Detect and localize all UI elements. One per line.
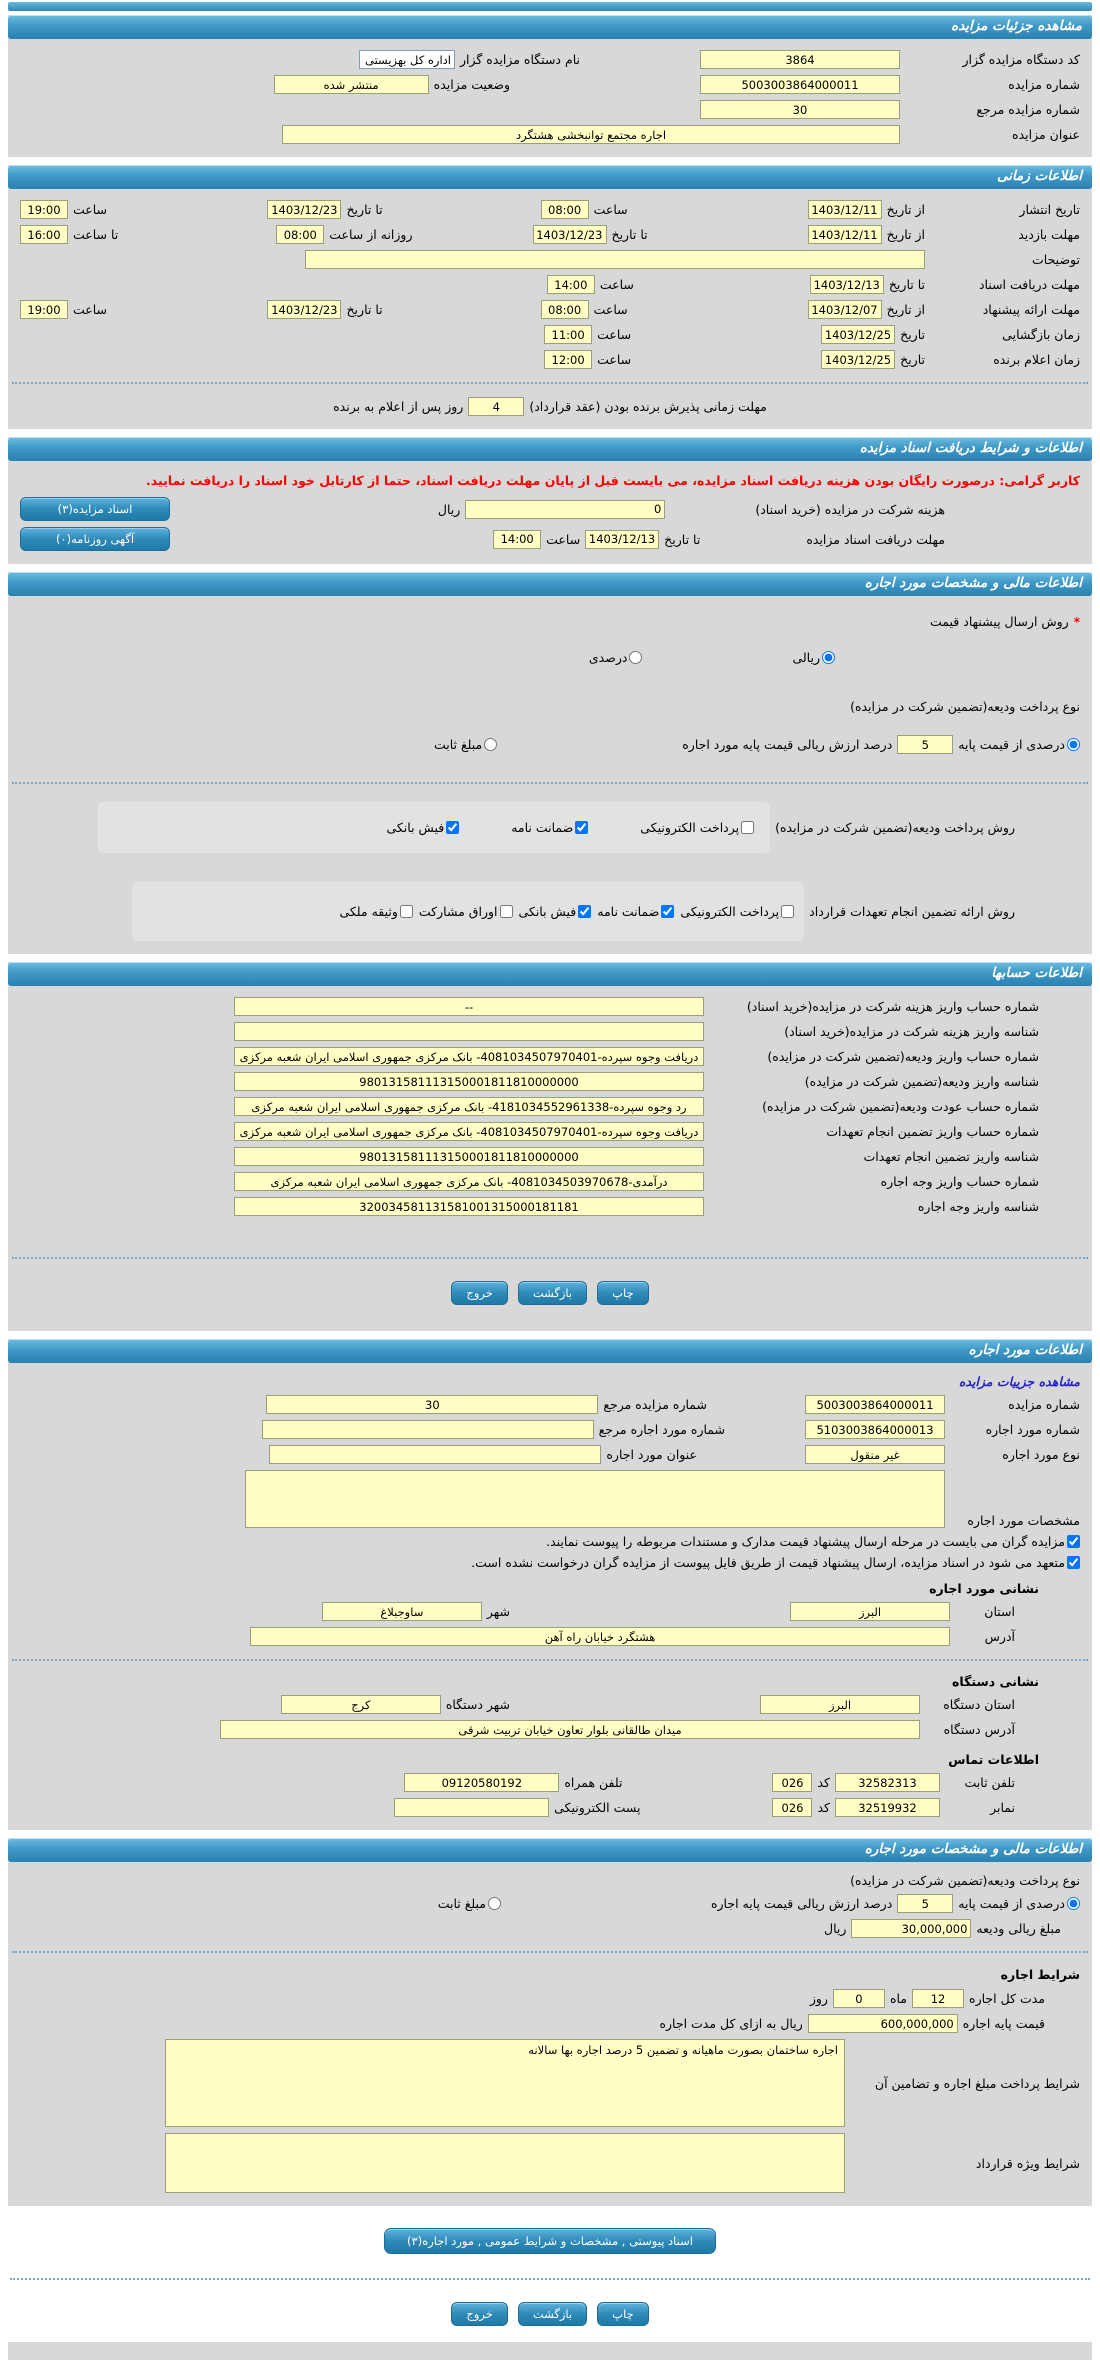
account-row-field[interactable] [234,1022,704,1041]
fax-area-code-field[interactable] [772,1798,812,1817]
item-address-title: نشانی مورد اجاره [929,1581,1039,1596]
row-accept-deadline [8,394,1092,419]
org-province-label: استان دستگاه [943,1697,1015,1712]
percent-radio[interactable] [629,651,642,664]
row-attach-confirm-2 [8,1552,1092,1573]
row-item-no-ref [8,1417,1092,1442]
account-row-field[interactable] [234,1072,704,1091]
offer-to-date-field[interactable] [267,300,341,319]
row-offer-deadline [8,297,1092,322]
electronic-payment-label: پرداخت الکترونیکی [680,904,780,919]
fixed-amount-radio[interactable] [488,1897,501,1910]
row-docs-deadline [8,524,1092,554]
offer-from-label: از تاریخ [886,302,925,317]
offer-hour1-label: ساعت [593,302,628,317]
winner-date-label: تاریخ [900,352,925,367]
account-row-field[interactable] [234,1147,704,1166]
item-type-field[interactable] [805,1445,945,1464]
row-docs-fee [8,494,1092,524]
account-row [8,1044,1092,1069]
docs-fee-label: هزینه شرکت در مزایده (خرید اسناد) [755,501,945,517]
deposit-amount-unit: ریال [824,1921,847,1936]
guarantee-letter-checkbox[interactable] [575,821,588,834]
lease-base-price-field[interactable] [808,2014,958,2033]
auctioneer-code-label: کد دستگاه مزایده گزار [962,52,1080,67]
auction-docs-button[interactable]: اسناد مزایده(۳) [20,497,170,521]
account-row [8,1119,1092,1144]
lease-days-field[interactable] [833,1989,885,2008]
price-method-label: روش ارسال پیشنهاد قیمت [930,614,1069,629]
account-row-label: شناسه واریز وجه اجاره [917,1199,1039,1214]
docs-fee-field[interactable] [465,500,665,519]
receive-docs-time-field[interactable] [547,275,595,294]
item-province-field[interactable] [790,1602,950,1621]
visit-from-date-field[interactable] [808,225,882,244]
special-terms-textarea[interactable] [165,2133,845,2193]
publish-date-label: تاریخ انتشار [1019,202,1080,217]
publish-from-label: از تاریخ [886,202,925,217]
attach-docs-required-label: مزایده گران می بایست در مرحله ارسال پیشنهاد قیمت مدارک و مستندات مربوطه را پیوست نمایند. [546,1534,1065,1549]
notes-field[interactable] [305,250,925,269]
section-header-docs-conditions: اطلاعات و شرایط دریافت اسناد مزایده [8,437,1092,461]
opening-time-label: زمان بازگشایی [1002,327,1080,342]
docs-deadline-time-field[interactable] [493,530,541,549]
row-price-method-options [8,632,1092,683]
percent-of-base-radio[interactable] [1067,1897,1080,1910]
visit-from-label: از تاریخ [886,227,925,242]
account-row-field[interactable] [234,1097,704,1116]
fixed-amount-radio[interactable] [484,738,497,751]
accept-deadline-label: مهلت زمانی پذیرش برنده بودن (عقد قرارداد) [529,399,767,414]
row-lease-duration [8,1986,1092,2011]
contact-info-title: اطلاعات تماس [948,1752,1039,1767]
account-row-field[interactable] [234,1197,704,1216]
electronic-payment-checkbox[interactable] [741,821,754,834]
fixed-amount-label: مبلغ ثابت [437,1896,486,1911]
guarantee-letter-label: ضمانت نامه [597,904,660,919]
percent-radio-label: درصدی [588,650,628,665]
account-row-label: شماره حساب عودت ودیعه(تضمین شرکت در مزایده) [762,1099,1039,1114]
winner-hour-label: ساعت [597,352,632,367]
account-row-field[interactable] [234,1122,704,1141]
accept-deadline-days-field[interactable] [468,397,524,416]
item-number-field[interactable] [805,1420,945,1439]
auction-status-field[interactable] [274,75,429,94]
account-row [8,994,1092,1019]
auctioneer-name-label: نام دستگاه مزایده گزار [459,52,580,67]
receive-docs-hour-label: ساعت [599,277,634,292]
electronic-payment-label: پرداخت الکترونیکی [640,820,740,835]
item-type-label: نوع مورد اجاره [1002,1447,1080,1462]
participation-bonds-checkbox[interactable] [500,905,513,918]
attach-docs-required-checkbox[interactable] [1067,1535,1080,1548]
row-deposit-amount [8,1916,1092,1941]
bottom-action-buttons-row [6,2290,1094,2342]
electronic-payment-checkbox[interactable] [781,905,794,918]
percent-of-base-radio[interactable] [1067,738,1080,751]
offer-from-date-field[interactable] [808,300,882,319]
auction-number-field[interactable] [805,1395,945,1414]
auction-details-page [6,2,1094,2360]
back-button[interactable]: بازگشت [518,2302,587,2326]
required-asterisk: * [1073,614,1080,629]
org-province-field[interactable] [760,1695,920,1714]
row-deposit-type-label-2 [8,1870,1092,1891]
visit-daily-time-field[interactable] [276,225,324,244]
item-specs-label: مشخصات مورد اجاره [967,1513,1080,1528]
item-ref-label: شماره مورد اجاره مرجع [598,1422,725,1437]
row-special-terms [8,2130,1092,2196]
receive-docs-label: مهلت دریافت اسناد [978,277,1080,292]
section-header-financial-2: اطلاعات مالی و مشخصات مورد اجاره [8,1838,1092,1862]
reference-number-label: شماره مزایده مرجع [976,102,1080,117]
percent-of-base-label: درصدی از قیمت پایه [958,737,1065,752]
email-field[interactable] [394,1798,549,1817]
row-contract-guarantee-method [8,856,1092,944]
row-item-type-title [8,1442,1092,1467]
bank-receipt-label: فیش بانکی [386,820,445,835]
org-address-title: نشانی دستگاه [952,1674,1039,1689]
row-deposit-type-label [8,683,1092,717]
print-button[interactable]: چاپ [597,2302,648,2326]
row-price-method-label [8,604,1092,632]
auction-number-label: شماره مزایده [1008,77,1080,92]
account-row-label: شناسه واریز تضمین انجام تعهدات [863,1149,1039,1164]
offer-hour2-label: ساعت [73,302,108,317]
receive-docs-to-label: تا تاریخ [888,277,925,292]
percent-of-base-value-field[interactable] [897,735,953,754]
lease-days-unit: روز [809,1991,828,2006]
account-row [8,1169,1092,1194]
account-row-label: شماره حساب واریز تضمین انجام تعهدات [826,1124,1039,1139]
auctioneer-code-field[interactable] [700,50,900,69]
account-row-label: شناسه واریز هزینه شرکت در مزایده(خرید اسناد) [784,1024,1039,1039]
auctioneer-name-field[interactable] [359,50,455,69]
account-row [8,1094,1092,1119]
section-header-financial-1: اطلاعات مالی و مشخصات مورد اجاره [8,572,1092,596]
percent-of-base-suffix: درصد ارزش ریالی قیمت پایه مورد اجاره [682,737,893,752]
section-header-timing: اطلاعات زمانی [8,165,1092,189]
top-blue-bar [8,2,1092,11]
row-deposit-pay-method [8,794,1092,856]
deposit-type-label: نوع پرداخت ودیعه(تضمین شرکت در مزایده) [850,1873,1080,1888]
percent-of-base-suffix: درصد ارزش ریالی قیمت پایه اجاره [710,1896,893,1911]
row-receive-docs-deadline [8,272,1092,297]
reference-number-field[interactable] [700,100,900,119]
guarantee-letter-checkbox[interactable] [661,905,674,918]
percent-of-base-value-field[interactable] [897,1894,953,1913]
area-code-label: کد [817,1775,830,1790]
opening-date-label: تاریخ [900,327,925,342]
payment-terms-label: شرایط پرداخت مبلغ اجاره و تضامین آن [874,2075,1080,2091]
lease-base-price-suffix: ریال به ازای کل مدت اجاره [659,2016,803,2031]
fax-label: نمابر [990,1800,1015,1815]
section-financial-2 [8,1838,1092,2206]
row-code-org [8,47,1092,72]
row-ref-number [8,97,1092,122]
publish-to-time-field[interactable] [20,200,68,219]
row-item-address-title [8,1573,1092,1599]
offer-from-time-field[interactable] [541,300,589,319]
visit-deadline-label: مهلت بازدید [1018,227,1080,242]
mobile-label: تلفن همراه [564,1775,623,1790]
section-header-accounts: اطلاعات حسابها [8,962,1092,986]
docs-fee-unit: ریال [437,501,461,517]
winner-time-label: زمان اعلام برنده [993,352,1080,367]
visit-until-label: تا ساعت [73,227,119,242]
auction-title-label: عنوان مزایده [1012,127,1080,142]
deposit-pay-method-label: روش پرداخت ودیعه(تضمین شرکت در مزایده) [775,820,1015,835]
phone-label: تلفن ثابت [964,1775,1015,1790]
dotted-divider [12,1659,1088,1661]
row-contact-title [8,1742,1092,1770]
rial-radio-label: ریالی [792,650,820,665]
lease-months-field[interactable] [912,1989,964,2008]
org-city-label: شهر دستگاه [445,1697,510,1712]
row-org-province-city [8,1692,1092,1717]
org-city-field[interactable] [281,1695,441,1714]
row-deposit-type-options [8,717,1092,772]
publish-hour2-label: ساعت [73,202,108,217]
accept-deadline-suffix: روز پس از اعلام به برنده [333,399,464,414]
docs-deadline-label: مهلت دریافت اسناد مزایده [806,531,945,547]
area-code-label: کد [817,1800,830,1815]
rial-radio[interactable] [822,651,835,664]
row-item-province-city [8,1599,1092,1624]
back-button[interactable]: بازگشت [518,1281,587,1305]
row-item-address [8,1624,1092,1649]
row-winner-announce-time [8,347,1092,372]
account-row-field[interactable] [234,1172,704,1191]
dotted-divider [10,2278,1090,2280]
opening-time-field[interactable] [544,325,592,344]
percent-of-base-label: درصدی از قیمت پایه [958,1896,1065,1911]
account-row-label: شناسه واریز ودیعه(تضمین شرکت در مزایده) [804,1074,1039,1089]
participation-bonds-label: اوراق مشارکت [418,904,498,919]
deposit-type-label: نوع پرداخت ودیعه(تضمین شرکت در مزایده) [850,699,1080,714]
dotted-divider [12,782,1088,784]
dotted-divider [12,382,1088,384]
item-specs-textarea[interactable] [245,1470,945,1528]
action-buttons-row [8,1269,1092,1321]
docs-deadline-to-label: تا تاریخ [664,531,701,547]
opening-hour-label: ساعت [597,327,632,342]
visit-daily-from-label: روزانه از ساعت [329,227,413,242]
exit-button[interactable]: خروج [451,2302,507,2326]
no-file-price-offer-label: متعهد می شود در اسناد مزایده، ارسال پیشنهاد قیمت از طریق فایل پیوست از مزایده گران درخواست نشده است. [471,1555,1065,1570]
row-payment-terms [8,2036,1092,2130]
exit-button[interactable]: خروج [451,1281,507,1305]
dotted-divider [12,1951,1088,1953]
row-auction-no-ref [8,1392,1092,1417]
section-docs-conditions [8,437,1092,564]
notes-label: توضیحات [1032,252,1080,267]
publish-to-date-field[interactable] [267,200,341,219]
section-timing [8,165,1092,429]
deposit-pay-method-panel [98,802,770,853]
auction-number-field[interactable] [700,75,900,94]
fax-field[interactable] [835,1798,940,1817]
item-title-field[interactable] [269,1445,601,1464]
row-lease-base-price [8,2011,1092,2036]
row-number-status [8,72,1092,97]
row-details-link [8,1371,1092,1392]
section-rental-item [8,1339,1092,1830]
row-org-address-title [8,1671,1092,1692]
auction-status-label: وضعیت مزایده [433,77,510,92]
item-city-label: شهر [486,1604,510,1619]
attach-docs-area [8,2214,1092,2268]
contract-guarantee-panel [132,882,804,941]
auction-number-label: شماره مزایده [1008,1397,1080,1412]
row-auction-title [8,122,1092,147]
property-collateral-checkbox[interactable] [400,905,413,918]
org-address-field[interactable] [220,1720,920,1739]
lease-duration-label: مدت کل اجاره [969,1991,1045,2006]
account-row [8,1019,1092,1044]
print-button[interactable]: چاپ [597,1281,648,1305]
row-fax-email [8,1795,1092,1820]
account-row-label: شماره حساب واریز وجه اجاره [880,1174,1039,1189]
winner-date-field[interactable] [821,350,895,369]
visit-until-time-field[interactable] [20,225,68,244]
area-code-field[interactable] [772,1773,812,1792]
publish-hour1-label: ساعت [593,202,628,217]
special-terms-label: شرایط ویژه قرارداد [975,2155,1080,2171]
view-auction-details-link[interactable]: مشاهده جزییات مزایده [958,1374,1080,1389]
opening-date-field[interactable] [821,325,895,344]
account-row [8,1069,1092,1094]
attached-docs-specs-button[interactable]: اسناد پیوستی , مشخصات و شرایط عمومی , مورد اجاره(۳) [384,2228,716,2254]
row-publish-date [8,197,1092,222]
account-row [8,1194,1092,1219]
row-deposit-type-options-2 [8,1891,1092,1916]
auction-ref-field[interactable] [266,1395,598,1414]
no-file-price-offer-checkbox[interactable] [1067,1556,1080,1569]
item-ref-field[interactable] [262,1420,594,1439]
email-label: پست الکترونیکی [554,1800,641,1815]
row-notes [8,247,1092,272]
dotted-divider [12,1257,1088,1259]
fixed-amount-label: مبلغ ثابت [433,737,483,752]
deposit-amount-field[interactable] [851,1919,971,1938]
section-financial-1 [8,572,1092,954]
property-collateral-label: وثیقه ملکی [339,904,398,919]
visit-to-label: تا تاریخ [611,227,648,242]
guarantee-letter-label: ضمانت نامه [511,820,574,835]
lease-months-unit: ماه [889,1991,908,2006]
offer-to-time-field[interactable] [20,300,68,319]
row-attach-confirm-1 [8,1531,1092,1552]
item-title-label: عنوان مورد اجاره [606,1447,697,1462]
offer-to-label: تا تاریخ [346,302,383,317]
bank-receipt-label: فیش بانکی [518,904,577,919]
newspaper-ad-button[interactable]: آگهی روزنامه(۰) [20,527,170,551]
deposit-amount-label: مبلغ ریالی ودیعه [976,1921,1061,1936]
account-row-field[interactable] [234,997,704,1016]
org-address-label: آدرس دستگاه [943,1722,1015,1737]
auction-title-field[interactable] [282,125,900,144]
section-header-rental-item: اطلاعات مورد اجاره [8,1339,1092,1363]
row-phone-mobile [8,1770,1092,1795]
account-row-label: شماره حساب واریز هزینه شرکت در مزایده(خرید اسناد) [746,999,1039,1014]
row-visit-deadline [8,222,1092,247]
bank-receipt-checkbox[interactable] [578,905,591,918]
docs-warning-text: کاربر گرامی: درصورت رایگان بودن هزینه دریافت اسناد مزایده، می بایست قبل از پایان مهلت دریافت اسناد، حتما از کارتابل خود اسناد را دریافت نمایید. [146,473,1080,488]
lease-terms-title: شرایط اجاره [1000,1967,1080,1982]
auction-ref-label: شماره مزایده مرجع [603,1397,707,1412]
item-address-label: آدرس [984,1629,1015,1644]
section-auction-details [8,15,1092,157]
offer-deadline-label: مهلت ارائه پیشنهاد [982,302,1080,317]
mobile-field[interactable] [404,1773,559,1792]
account-row-field[interactable] [234,1047,704,1066]
row-opening-time [8,322,1092,347]
publish-from-date-field[interactable] [808,200,882,219]
winner-time-field[interactable] [544,350,592,369]
publish-from-time-field[interactable] [541,200,589,219]
section-accounts [8,962,1092,1331]
row-org-address [8,1717,1092,1742]
footer-strip [8,2342,1092,2360]
row-item-specs [8,1467,1092,1531]
publish-to-label: تا تاریخ [346,202,383,217]
receive-docs-date-field[interactable] [810,275,884,294]
item-city-field[interactable] [322,1602,482,1621]
item-province-label: استان [984,1604,1015,1619]
account-row [8,1144,1092,1169]
item-address-field[interactable] [250,1627,950,1646]
visit-to-date-field[interactable] [533,225,607,244]
item-number-label: شماره مورد اجاره [985,1422,1080,1437]
bank-receipt-checkbox[interactable] [446,821,459,834]
account-row-label: شماره حساب واریز ودیعه(تضمین شرکت در مزایده) [767,1049,1039,1064]
lease-base-price-label: قیمت پایه اجاره [962,2016,1045,2031]
docs-deadline-hour-label: ساعت [546,531,581,547]
phone-field[interactable] [835,1773,940,1792]
contract-guarantee-label: روش ارائه تضمین انجام تعهدات قرارداد [809,904,1015,919]
payment-terms-textarea[interactable] [165,2039,845,2127]
section-header-auction-details: مشاهده جزئیات مزایده [8,15,1092,39]
docs-deadline-date-field[interactable] [585,530,659,549]
